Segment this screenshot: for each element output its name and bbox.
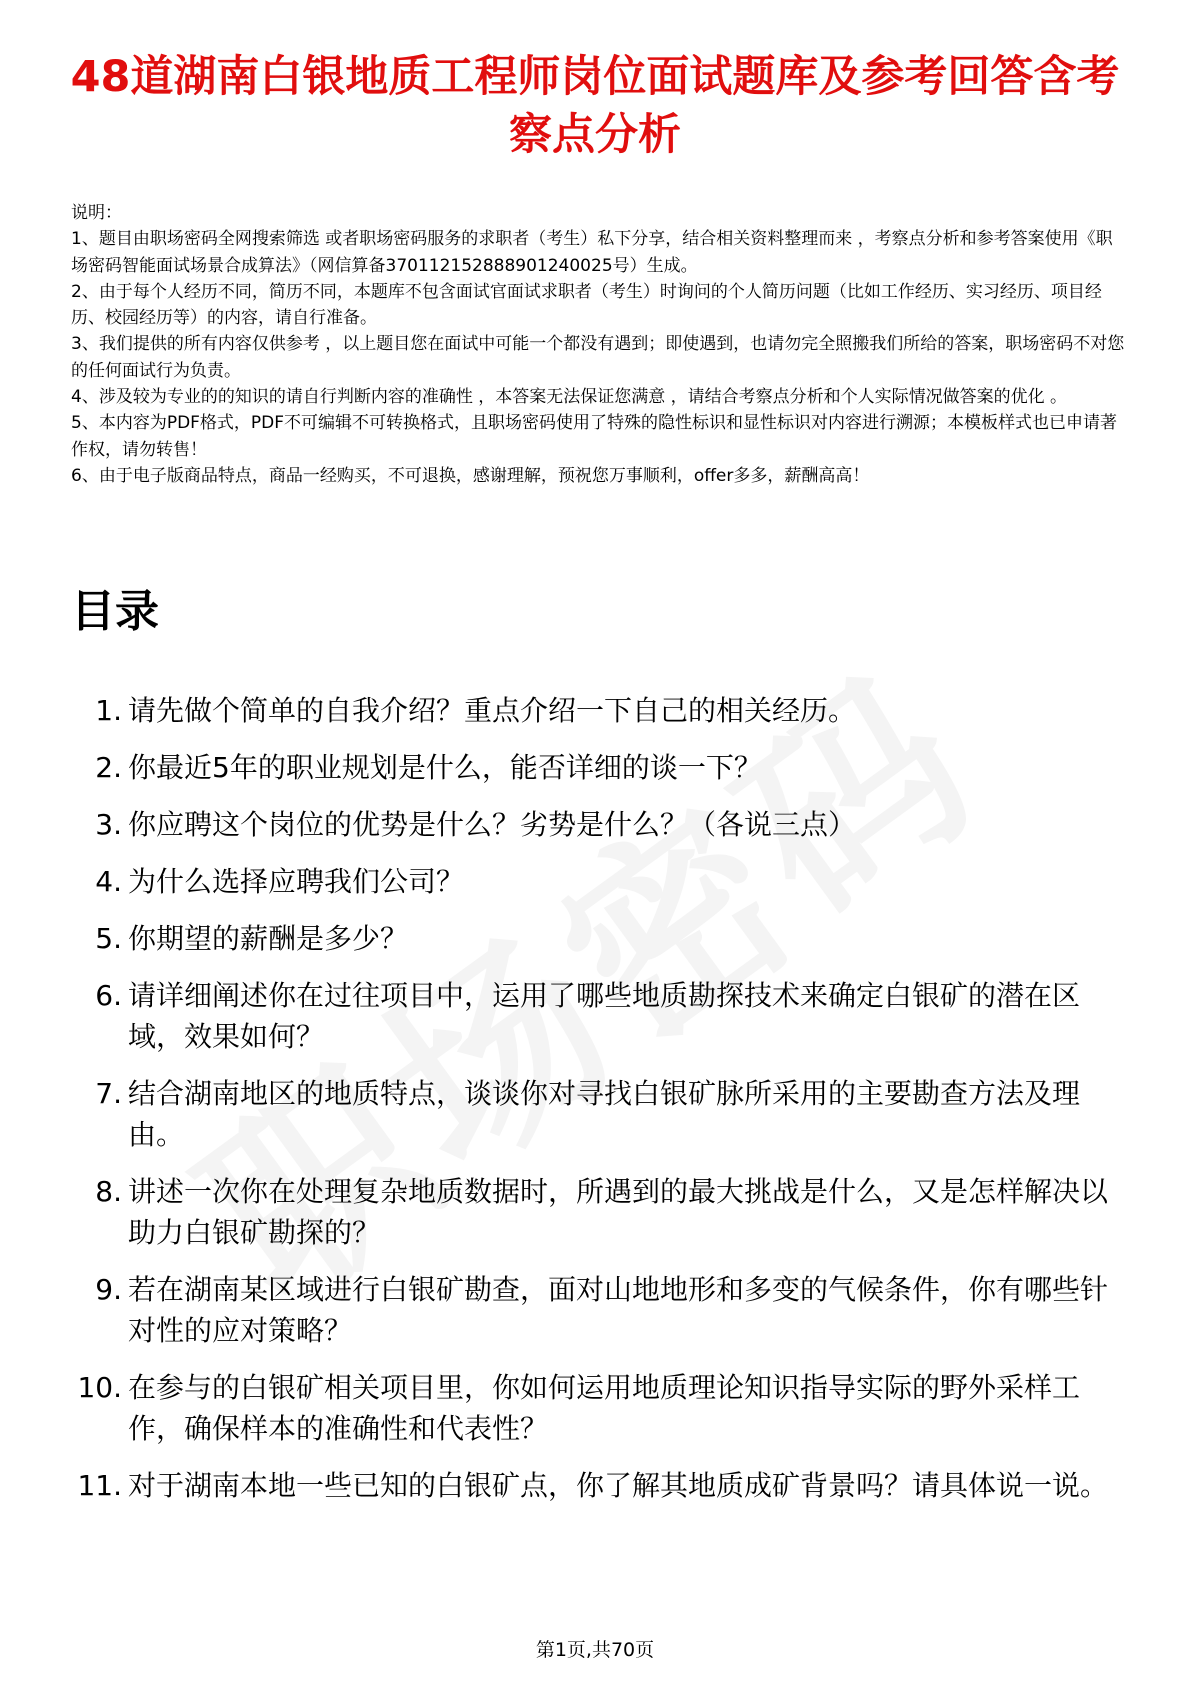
toc-item-text: 你最近5年的职业规划是什么，能否详细的谈一下？ <box>128 751 762 784</box>
toc-item-text: 请详细阐述你在过往项目中，运用了哪些地质勘探技术来确定白银矿的潜在区域，效果如何？ <box>128 979 1081 1053</box>
toc-item-number: 1. <box>95 694 122 727</box>
toc-item[interactable] <box>60 804 1120 845</box>
toc-item[interactable] <box>60 690 1120 731</box>
toc-item-text: 在参与的白银矿相关项目里，你如何运用地质理论知识指导实际的野外采样工作，确保样本的准确性和代表性？ <box>128 1371 1081 1445</box>
toc-item[interactable] <box>60 918 1120 959</box>
note-item: 6、由于电子版商品特点，商品一经购买，不可退换，感谢理解，预祝您万事顺利，offer多多，薪酬高高！ <box>71 465 870 486</box>
toc-item[interactable] <box>60 1367 1120 1449</box>
toc-item-text: 讲述一次你在处理复杂地质数据时，所遇到的最大挑战是什么，又是怎样解决以助力白银矿勘探的？ <box>128 1175 1109 1249</box>
note-item: 1、题目由职场密码全网搜索筛选 或者职场密码服务的求职者（考生）私下分享，结合相关资料整理而来 ，考察点分析和参考答案使用《职场密码智能面试场景合成算法》（网信算备370112152888901240025号）生成。 <box>71 229 1113 276</box>
toc-item-number: 8. <box>95 1175 122 1208</box>
toc-heading: 目录 <box>71 586 159 637</box>
note-item: 5、本内容为PDF格式，PDF不可编辑不可转换格式，且职场密码使用了特殊的隐性标识和显性标识对内容进行溯源；本模板样式也已申请著作权，请勿转售！ <box>71 413 1118 460</box>
toc-item-number: 5. <box>95 922 122 955</box>
document-title: 48道湖南白银地质工程师岗位面试题库及参考回答含考察点分析 <box>70 52 1120 160</box>
toc-item[interactable] <box>60 1171 1120 1253</box>
notes-heading: 说明： <box>71 203 122 223</box>
note-item: 2、由于每个人经历不同，简历不同，本题库不包含面试官面试求职者（考生）时询问的个人简历问题（比如工作经历、实习经历、项目经历、校园经历等）的内容，请自行准备。 <box>71 281 1102 329</box>
toc-item-text: 你应聘这个岗位的优势是什么？劣势是什么？（各说三点） <box>128 808 857 841</box>
toc-item-text: 结合湖南地区的地质特点，谈谈你对寻找白银矿脉所采用的主要勘查方法及理由。 <box>128 1077 1081 1151</box>
toc-item-number: 6. <box>95 979 122 1012</box>
toc-item[interactable] <box>60 975 1120 1057</box>
toc-item[interactable] <box>60 1073 1120 1155</box>
toc-list <box>60 690 1120 1522</box>
toc-item-number: 11. <box>77 1469 122 1502</box>
note-item: 3、我们提供的所有内容仅供参考 ，以上题目您在面试中可能一个都没有遇到；即使遇到，也请勿完全照搬我们所给的答案，职场密码不对您的任何面试行为负责。 <box>71 334 1125 381</box>
toc-item[interactable] <box>60 747 1120 788</box>
toc-item-number: 10. <box>77 1371 122 1404</box>
toc-item[interactable] <box>60 861 1120 902</box>
toc-item-text: 你期望的薪酬是多少？ <box>128 922 409 955</box>
toc-item-text: 若在湖南某区域进行白银矿勘查，面对山地地形和多变的气候条件，你有哪些针对性的应对策略？ <box>128 1273 1109 1347</box>
toc-item-number: 3. <box>95 808 122 841</box>
toc-item[interactable] <box>60 1269 1120 1351</box>
toc-item-text: 请先做个简单的自我介绍？重点介绍一下自己的相关经历。 <box>128 694 857 727</box>
note-item: 4、涉及较为专业的的知识的请自行判断内容的准确性 ，本答案无法保证您满意 ，请结合考察点分析和个人实际情况做答案的优化 。 <box>71 387 1068 408</box>
toc-item-number: 9. <box>95 1273 122 1306</box>
page-number: 第1页,共70页 <box>535 1639 655 1661</box>
notes-section <box>71 200 1126 489</box>
toc-item[interactable] <box>60 1465 1120 1506</box>
toc-item-text: 为什么选择应聘我们公司？ <box>128 865 465 898</box>
toc-item-number: 4. <box>95 865 122 898</box>
toc-item-text: 对于湖南本地一些已知的白银矿点，你了解其地质成矿背景吗？请具体说一说。 <box>128 1469 1109 1502</box>
toc-item-number: 2. <box>95 751 122 784</box>
toc-item-number: 7. <box>95 1077 122 1110</box>
